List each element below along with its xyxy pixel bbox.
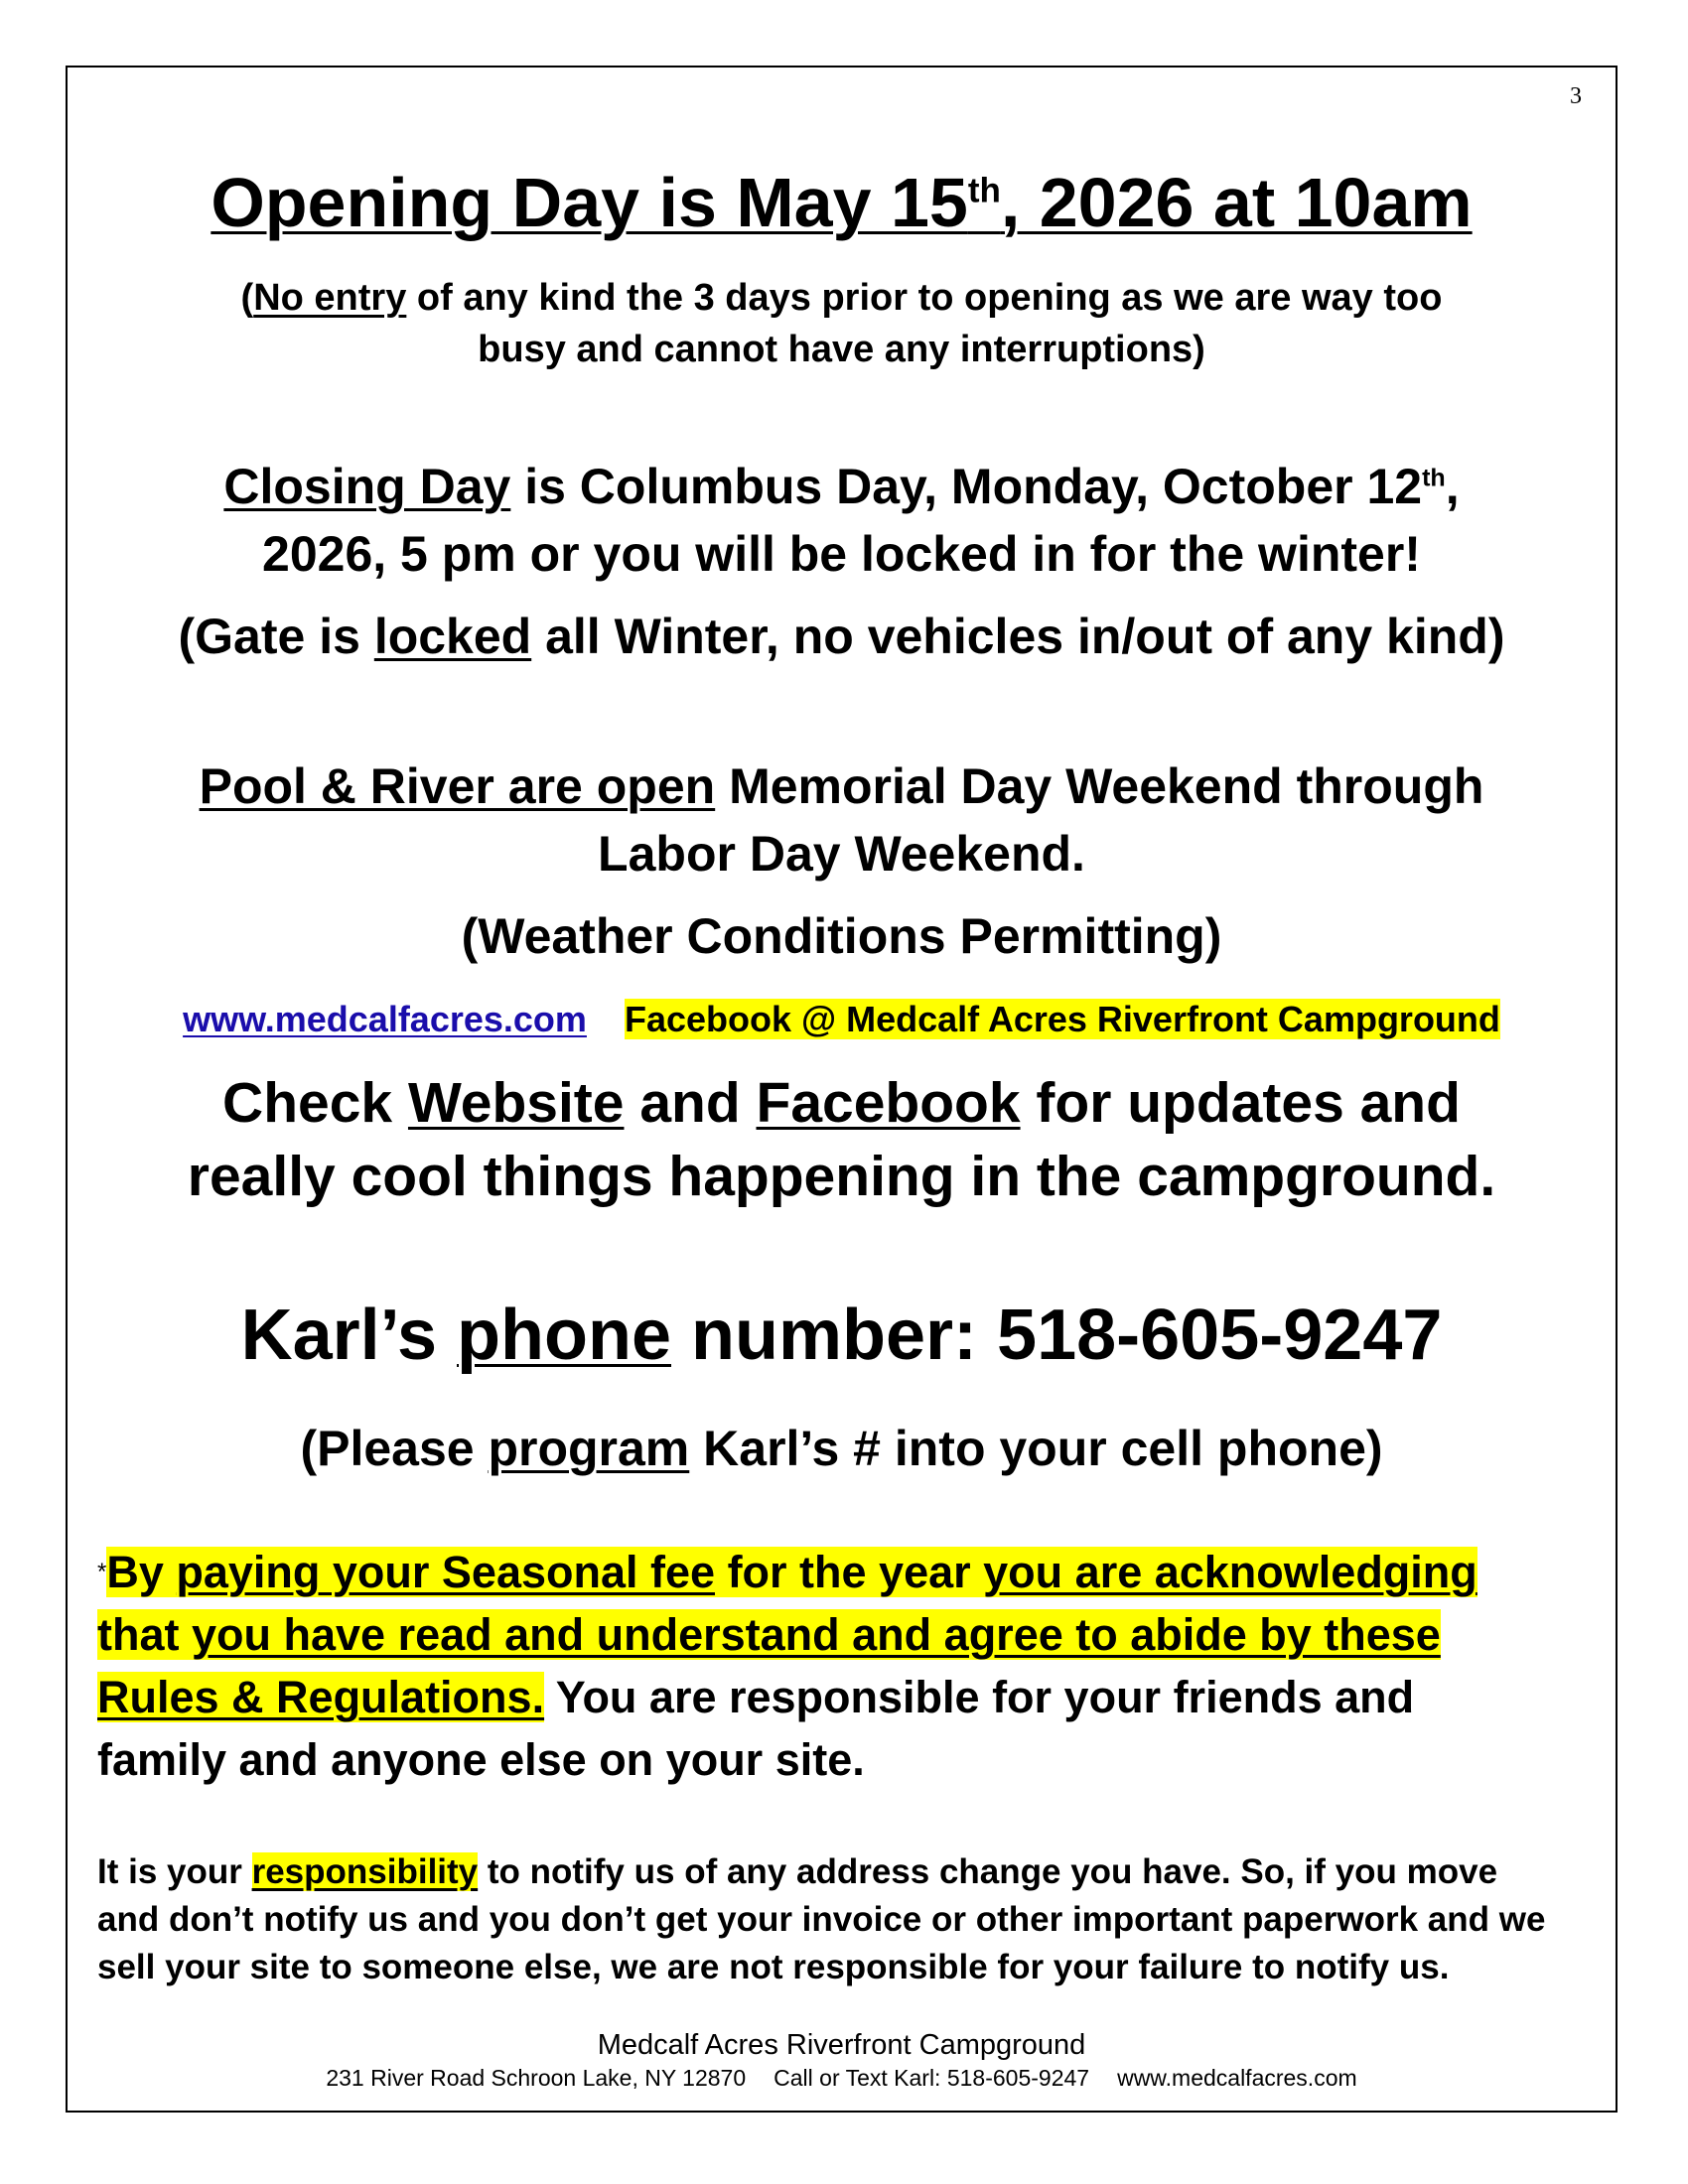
address-change-paragraph: It is your responsibility to notify us of any address change you have. So, if you move and don’t notify us and you don’t get your invoice or other important paperwork and we sell your site to someone else, we are not responsible for your failure to notify us. — [97, 1852, 1546, 1986]
program-number-note: (Please program Karl’s # into your cell phone) — [300, 1421, 1383, 1476]
gate-locked-note: (Gate is locked all Winter, no vehicles in/out of any kind) — [178, 609, 1505, 664]
weather-note: (Weather Conditions Permitting) — [461, 908, 1222, 964]
links-line — [68, 999, 1616, 1040]
no-entry-note: (No entry of any kind the 3 days prior to opening as we are way too busy and cannot have any interruptions) — [240, 277, 1443, 370]
footer-campground-name: Medcalf Acres Riverfront Campground — [597, 2029, 1086, 2061]
page-frame — [66, 66, 1618, 2113]
opening-day-heading: Opening Day is May 15th, 2026 at 10am — [211, 164, 1473, 241]
page-number: 3 — [1570, 83, 1582, 109]
footer-contact-line: 231 River Road Schroon Lake, NY 12870 Call or Text Karl: 518-605-9247 www.medcalfacres.com — [326, 2065, 1357, 2091]
website-link[interactable]: www.medcalfacres.com — [183, 999, 587, 1039]
facebook-callout: Facebook @ Medcalf Acres Riverfront Campground — [624, 999, 1500, 1039]
seasonal-fee-paragraph: *By paying your Seasonal fee for the year you are acknowledging that you have read and understand and agree to abide by these Rules & Regulations. You are responsible for your friends and family and anyone else on your site. — [97, 1547, 1477, 1785]
check-updates-text: Check Website and Facebook for updates and really cool things happening in the campground. — [187, 1071, 1496, 1208]
closing-day-text: Closing Day is Columbus Day, Monday, October 12th, 2026, 5 pm or you will be locked in for the winter! — [223, 459, 1460, 582]
pool-river-text: Pool & River are open Memorial Day Weekend through Labor Day Weekend. — [199, 758, 1484, 882]
phone-number-heading: Karl’s phone number: 518-605-9247 — [240, 1296, 1443, 1375]
